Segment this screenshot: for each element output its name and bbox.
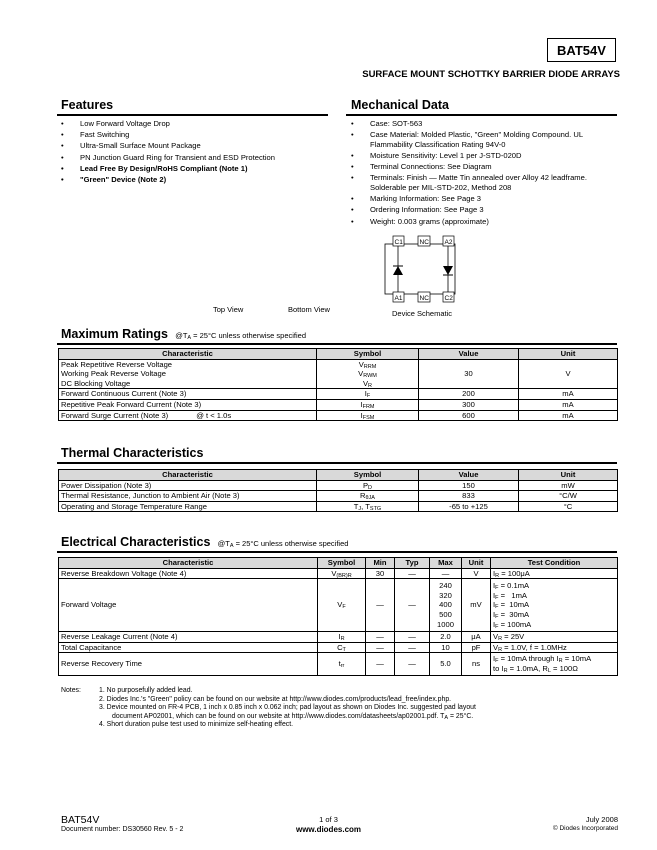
- footer-date: July 2008: [585, 815, 618, 824]
- footer-docnum: Document number: DS30560 Rev. 5 - 2: [61, 826, 184, 833]
- footer-url[interactable]: www.diodes.com: [295, 825, 362, 834]
- table-row: Reverse Breakdown Voltage (Note 4) $V_{(BR)R}$ 30 — — V $I_R = 100\mu A$: [59, 568, 618, 579]
- max-ratings-heading: Maximum Ratings $@T_A = 25^\circ C$ unless otherwise specified: [61, 327, 307, 341]
- top-view-label: Top View: [213, 305, 244, 314]
- features-heading: Features: [61, 98, 114, 112]
- table-header-row: Characteristic Symbol Value Unit: [59, 470, 618, 481]
- note-item: 2. Diodes Inc.'s "Green" policy can be found on our website at http://www.diodes.com/products/lead_free/index.php.: [99, 695, 452, 703]
- table-row: Reverse Leakage Current (Note 4) $I_R$ — — 2.0 μA $V_R = 25V$: [59, 632, 618, 643]
- max-ratings-condition: $@T_A = 25^\circ C$ unless otherwise specified: [175, 331, 307, 341]
- mechanical-item: • Terminals: Finish — Matte Tin annealed over Alloy 42 leadframe. Solderable per MIL-STD-202, Method 208: [351, 173, 617, 192]
- feature-item: • PN Junction Guard Ring for Transient and ESD Protection: [61, 153, 326, 163]
- table-row: Power Dissipation (Note 3) $P_D$ 150 mW: [59, 480, 618, 491]
- notes-label: Notes:: [61, 687, 81, 694]
- footer-page: 1 of 3: [319, 815, 338, 824]
- pin-nc-top: NC: [419, 239, 429, 246]
- table-header-row: Characteristic Symbol Value Unit: [59, 349, 618, 360]
- table-row: Forward Continuous Current (Note 3) $I_F$ 200 mA: [59, 389, 618, 400]
- mechanical-item: • Terminal Connections: See Diagram: [351, 162, 617, 172]
- mechanical-list: [351, 119, 617, 228]
- electrical-rule: [57, 551, 617, 553]
- feature-item: • Ultra-Small Surface Mount Package: [61, 141, 326, 151]
- feature-item: • "Green" Device (Note 2): [61, 175, 326, 185]
- note-item: 1. No purposefully added lead.: [99, 687, 193, 694]
- note-item: document AP02001, which can be found on our website at http://www.diodes.com/datasheets/ap02001.pdf. $T_A = 25^\circ C$.: [112, 712, 474, 721]
- schematic-caption: Device Schematic: [392, 309, 453, 318]
- electrical-condition: $@T_A = 25^\circ C$ unless otherwise specified: [217, 539, 349, 549]
- footer-part: BAT54V: [61, 814, 100, 826]
- feature-item: • Lead Free By Design/RoHS Compliant (Note 1): [61, 164, 326, 174]
- pin-nc-bottom: NC: [419, 295, 429, 302]
- bottom-view-label: Bottom View: [288, 305, 330, 314]
- footer-copyright: © Diodes Incorporated: [552, 825, 618, 832]
- feature-item: • Low Forward Voltage Drop: [61, 119, 326, 129]
- note-item: 4. Short duration pulse test used to minimize self-heating effect.: [99, 721, 294, 729]
- table-row: Repetitive Peak Forward Current (Note 3) $I_{FRM}$ 300 mA: [59, 399, 618, 410]
- part-number-box: BAT54V: [547, 38, 616, 62]
- electrical-heading: Electrical Characteristics $@T_A = 25^\circ C$ unless otherwise specified: [61, 535, 349, 549]
- features-rule: [57, 114, 328, 116]
- table-row: Peak Repetitive Reverse Voltage Working Peak Reverse Voltage DC Blocking Voltage $V_{RRM}$ $V_{RWM}$ $V_R$ 30 V: [59, 359, 618, 389]
- max-ratings-rule: [57, 343, 617, 345]
- mechanical-item: • Marking Information: See Page 3: [351, 194, 617, 204]
- mechanical-rule: [346, 114, 617, 116]
- table-row: Forward Surge Current (Note 3) @ t < 1.0s $I_{FSM}$ 600 mA: [59, 410, 618, 421]
- mechanical-heading: Mechanical Data: [351, 98, 449, 112]
- table-row: Total Capacitance $C_T$ — — 10 pF $V_R = 1.0V$, f = 1.0MHz: [59, 642, 618, 653]
- table-row: Thermal Resistance, Junction to Ambient Air (Note 3) $R_{\theta JA}$ 833 °C/W: [59, 491, 618, 502]
- document-subtitle: SURFACE MOUNT SCHOTTKY BARRIER DIODE ARRAYS: [362, 69, 620, 80]
- table-row: Forward Voltage $V_F$ — — 240 320 400 500 1000 mV $I_F = 0.1mA$ $I_F = 1mA$ $I_F = 10mA$ $I_F = 30mA$ $I_F = 100mA$: [59, 579, 618, 632]
- table-row: Reverse Recovery Time $t_{rr}$ — — 5.0 ns $I_F = 10mA$ through $I_R = 10mA$ to $I_R = 1.0mA$, $R_L = 100\Omega$: [59, 653, 618, 675]
- pin-c1: C1: [394, 239, 403, 246]
- thermal-table: [58, 469, 618, 512]
- table-row: Operating and Storage Temperature Range $T_J$, $T_{STG}$ -65 to +125 °C: [59, 501, 618, 512]
- thermal-rule: [57, 462, 617, 464]
- device-schematic: [380, 234, 460, 306]
- features-list: [61, 119, 326, 186]
- mechanical-item: • Case Material: Molded Plastic, "Green" Molding Compound. UL Flammability Classification Rating 94V-0: [351, 130, 617, 149]
- feature-item: • Fast Switching: [61, 130, 326, 140]
- thermal-heading: Thermal Characteristics: [61, 446, 204, 460]
- notes-list: [99, 687, 619, 730]
- pin-a1: A1: [394, 295, 403, 302]
- electrical-table: [58, 557, 618, 676]
- mechanical-item: • Weight: 0.003 grams (approximate): [351, 217, 617, 227]
- mechanical-item: • Moisture Sensitivity: Level 1 per J-STD-020D: [351, 151, 617, 161]
- table-header-row: Characteristic Symbol Min Typ Max Unit Test Condition: [59, 558, 618, 569]
- note-item: 3. Device mounted on FR-4 PCB, 1 inch x 0.85 inch x 0.062 inch; pad layout as shown on Diodes Inc. suggested pad layout: [99, 704, 476, 712]
- pin-a2: A2: [444, 239, 453, 246]
- max-ratings-table: [58, 348, 618, 421]
- mechanical-item: • Ordering Information: See Page 3: [351, 205, 617, 215]
- pin-c2: C2: [444, 295, 453, 302]
- mechanical-item: • Case: SOT-563: [351, 119, 617, 129]
